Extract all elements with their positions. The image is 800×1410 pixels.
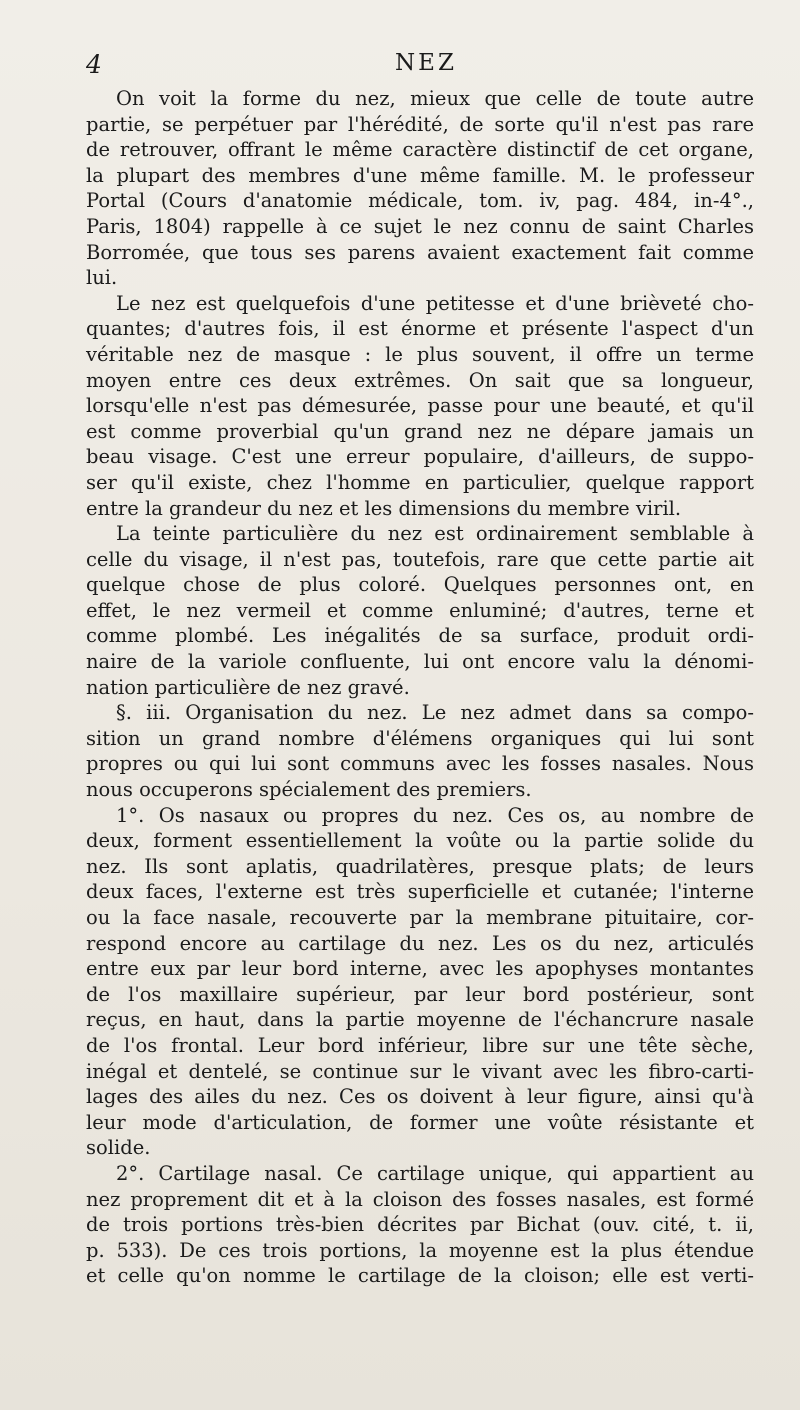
running-title: NEZ — [395, 50, 457, 76]
text-line: naire de la variole confluente, lui ont encore valu la dénomi- — [86, 650, 754, 674]
text-line: effet, le nez vermeil et comme enluminé; d'autres, terne et — [86, 598, 754, 622]
text-line: respond encore au cartilage du nez. Les os du nez, articulés — [86, 931, 754, 955]
text-line: lorsqu'elle n'est pas démesurée, passe pour une beauté, et qu'il — [86, 394, 754, 418]
text-line: Le nez est quelquefois d'une petitesse et d'une brièveté cho- — [116, 291, 754, 315]
page-number: 4 — [86, 50, 102, 79]
page-header — [86, 50, 766, 82]
text-line: deux, forment essentiellement la voûte ou la partie solide du — [86, 829, 754, 853]
text-line: 1°. Os nasaux ou propres du nez. Ces os, au nombre de — [116, 803, 754, 827]
body-text — [86, 86, 754, 1289]
text-line: nous occuperons spécialement des premiers. — [86, 778, 532, 802]
text-line: sition un grand nombre d'élémens organiques qui lui sont — [86, 726, 754, 750]
text-line: Portal (Cours d'anatomie médicale, tom. iv, pag. 484, in-4°., — [86, 189, 754, 213]
text-line: de trois portions très-bien décrites par Bichat (ouv. cité, t. ii, — [86, 1213, 754, 1237]
text-line: §. iii. Organisation du nez. Le nez admet dans sa compo- — [116, 701, 754, 725]
text-line: entre eux par leur bord interne, avec les apophyses montantes — [86, 957, 754, 981]
text-line: véritable nez de masque : le plus souvent, il offre un terme — [86, 342, 754, 366]
text-line: comme plombé. Les inégalités de sa surface, produit ordi- — [86, 624, 754, 648]
text-line: p. 533). De ces trois portions, la moyenne est la plus étendue — [86, 1238, 754, 1262]
text-line: quelque chose de plus coloré. Quelques personnes ont, en — [86, 573, 754, 597]
text-line: nez proprement dit et à la cloison des fosses nasales, est formé — [86, 1187, 754, 1211]
text-line: Paris, 1804) rappelle à ce sujet le nez connu de saint Charles — [86, 214, 754, 238]
text-line: On voit la forme du nez, mieux que celle de toute autre — [116, 87, 754, 110]
text-line: la plupart des membres d'une même famille. M. le professeur — [86, 163, 754, 187]
text-line: propres ou qui lui sont communs avec les fosses nasales. Nous — [86, 752, 754, 776]
text-line: reçus, en haut, dans la partie moyenne de l'échancrure nasale — [86, 1008, 754, 1032]
text-line: lui. — [86, 266, 118, 290]
text-line: de l'os frontal. Leur bord inférieur, libre sur une tête sèche, — [86, 1033, 754, 1057]
text-line: moyen entre ces deux extrêmes. On sait que sa longueur, — [86, 368, 754, 392]
text-line: partie, se perpétuer par l'hérédité, de sorte qu'il n'est pas rare — [86, 112, 754, 136]
text-line: et celle qu'on nomme le cartilage de la cloison; elle est verti- — [86, 1264, 754, 1288]
text-line: inégal et dentelé, se continue sur le vivant avec les fibro-carti- — [86, 1059, 754, 1083]
text-line: de retrouver, offrant le même caractère distinctif de cet organe, — [86, 138, 754, 162]
text-line: Borromée, que tous ses parens avaient exactement fait comme — [86, 240, 754, 264]
text-line: beau visage. C'est une erreur populaire, d'ailleurs, de suppo- — [86, 445, 754, 469]
text-line: celle du visage, il n'est pas, toutefois, rare que cette partie ait — [86, 547, 754, 571]
text-line: ou la face nasale, recouverte par la membrane pituitaire, cor- — [86, 906, 754, 929]
text-line: ser qu'il existe, chez l'homme en particulier, quelque rapport — [86, 470, 754, 494]
text-line: de l'os maxillaire supérieur, par leur bord postérieur, sont — [86, 982, 754, 1006]
text-line: leur mode d'articulation, de former une voûte résistante et — [86, 1110, 754, 1134]
text-line: est comme proverbial qu'un grand nez ne dépare jamais un — [86, 419, 754, 443]
text-line: entre la grandeur du nez et les dimensions du membre viril. — [86, 496, 682, 520]
text-line: deux faces, l'externe est très superficielle et cutanée; l'interne — [86, 880, 754, 904]
text-line: quantes; d'autres fois, il est énorme et présente l'aspect d'un — [86, 317, 754, 341]
text-line: nez. Ils sont aplatis, quadrilatères, presque plats; de leurs — [86, 854, 754, 878]
text-line: 2°. Cartilage nasal. Ce cartilage unique, qui appartient au — [116, 1161, 754, 1185]
text-line: solide. — [86, 1136, 151, 1160]
text-line: nation particulière de nez gravé. — [86, 675, 410, 699]
text-line: La teinte particulière du nez est ordinairement semblable à — [116, 522, 754, 546]
text-line: lages des ailes du nez. Ces os doivent à leur figure, ainsi qu'à — [86, 1085, 754, 1109]
